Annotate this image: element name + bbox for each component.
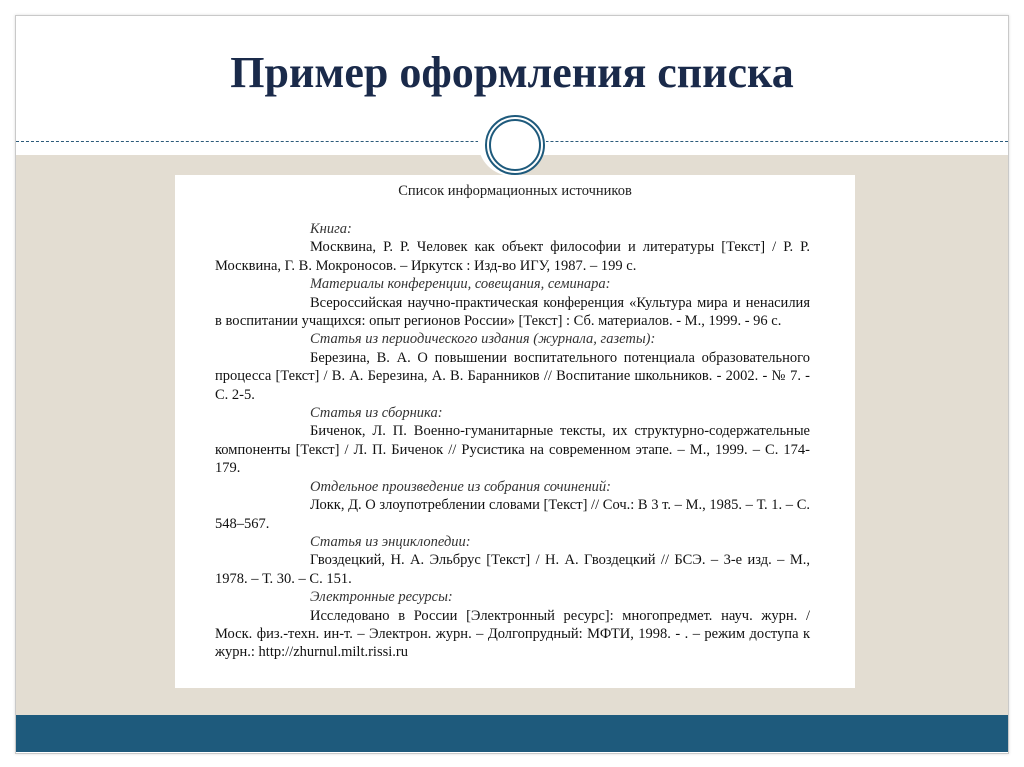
category-label: Отдельное произведение из собрания сочинений:	[310, 478, 611, 495]
reference-entry: Исследовано в России [Электронный ресурс]: многопредмет. науч. журн. / Моск. физ.-техн. ин-т. – Электрон. журн. – Долгопрудный: МФТИ, 1998. - . – режим доступа к журн.: http://zhurnul.milt.rissi.ru	[215, 607, 810, 661]
reference-entry: Москвина, Р. Р. Человек как объект философии и литературы [Текст] / Р. Р. Москвина, Г. В. Мокроносов. – Иркутск : Изд-во ИГУ, 1987. – 199 с.	[215, 239, 810, 274]
circle-ornament-icon	[485, 115, 545, 175]
reference-entry: Локк, Д. О злоупотреблении словами [Текст] // Соч.: В 3 т. – М., 1985. – Т. 1. – С. 548–567.	[215, 497, 810, 532]
category-label: Статья из энциклопедии:	[310, 533, 471, 550]
category-label: Электронные ресурсы:	[310, 589, 453, 606]
slide-title: Пример оформления списка	[230, 48, 794, 97]
reference-entry: Гвоздецкий, Н. А. Эльбрус [Текст] / Н. А. Гвоздецкий // БСЭ. – 3-е изд. – М., 1978. – Т. 30. – С. 151.	[215, 552, 810, 587]
reference-entry: Биченок, Л. П. Военно-гуманитарные тексты, их структурно-содержательные компоненты [Текст] / Л. П. Биченок // Русистика на современном этапе. – М., 1999. – С. 174-179.	[215, 423, 810, 477]
category-label: Статья из сборника:	[310, 405, 443, 422]
category-label: Книга:	[310, 221, 352, 237]
reference-entry: Всероссийская научно-практическая конференция «Культура мира и ненасилия в воспитании учащихся: опыт регионов России» [Текст] : Сб. материалов. - М., 1999. - 96 с.	[215, 294, 810, 330]
category-label: Материалы конференции, совещания, семинара:	[310, 276, 611, 293]
category-label: Статья из периодического издания (журнала, газеты):	[310, 331, 656, 348]
reference-list	[215, 220, 810, 662]
reference-entry: Березина, В. А. О повышении воспитательного потенциала образовательного процесса [Текст] / В. А. Березина, А. В. Баранников // Воспитание школьников. - 2002. - № 7. - С. 2-5.	[215, 349, 810, 403]
document-heading: Список информационных источников	[398, 183, 632, 199]
footer-bar	[16, 715, 1008, 752]
document-image	[175, 175, 855, 688]
